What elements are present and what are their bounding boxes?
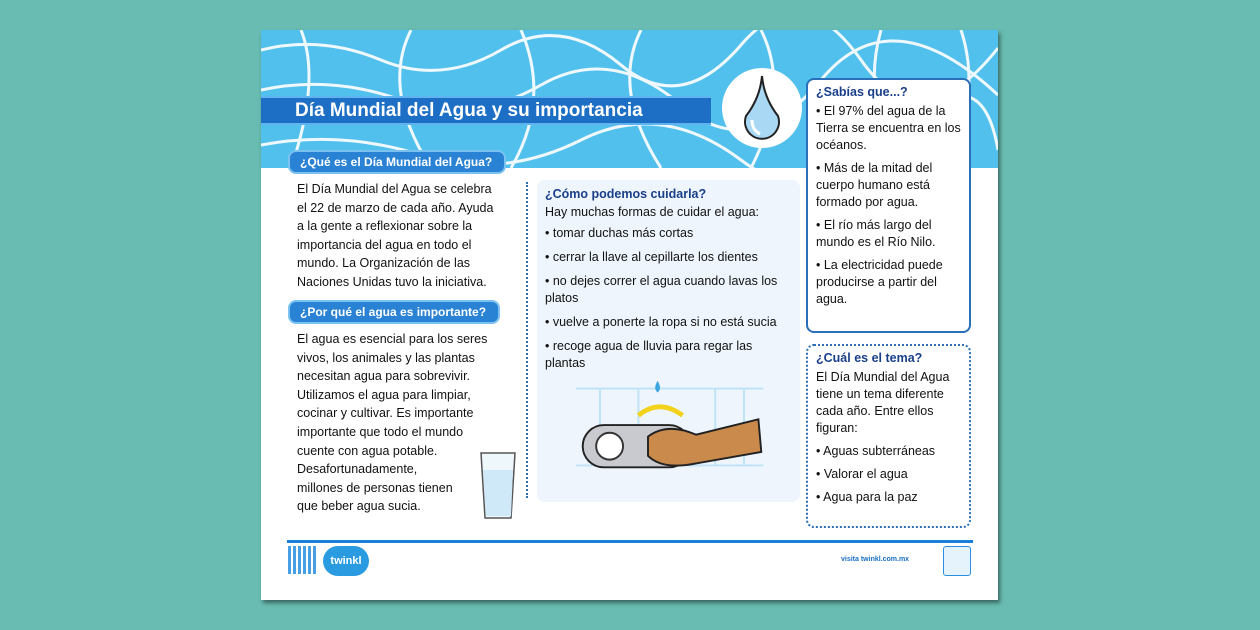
visit-link[interactable]: visita twinkl.com.mx [841,556,910,563]
care-list [545,225,792,372]
facts-box [806,78,971,333]
text-line: millones de personas tienen [297,480,453,495]
water-drop-icon [722,68,802,148]
care-intro: Hay muchas formas de cuidar el agua: [545,205,759,219]
section-why-text [297,330,487,516]
text-line: cuente con agua potable. [297,443,438,458]
theme-box [806,344,971,528]
care-panel [537,180,800,502]
text-line: cocinar y cultivar. Es importante [297,406,474,421]
text-line: vivos, los animales y las plantas [297,350,475,365]
theme-heading: ¿Cuál es el tema? [816,351,923,365]
list-item: • Aguas subterráneas [816,444,936,458]
text-line: el 22 de marzo de cada año. Ayuda [297,200,494,215]
list-item: • tomar duchas más cortas [545,226,694,240]
tap-hand-illustration [567,379,777,475]
list-item: • Más de la mitad del cuerpo humano está formado por agua. [816,161,933,209]
text-line: necesitan agua para sobrevivir. [297,369,471,384]
qr-code-icon[interactable] [288,546,316,574]
text-line: importancia del agua en todo el [297,237,472,252]
list-item: • cerrar la llave al cepillarte los dientes [545,250,758,264]
text-line: Desafortunadamente, [297,462,418,477]
text-line: Naciones Unidas tuvo la iniciativa. [297,274,487,289]
list-item: • no dejes correr el agua cuando lavas los platos [545,274,778,305]
text-line: El agua es esencial para los seres [297,332,488,346]
page-title: Día Mundial del Agua y su importancia [261,96,711,125]
poster [261,30,998,600]
section-heading-what: ¿Qué es el Día Mundial del Agua? [288,150,506,174]
list-item: • Valorar el agua [816,467,908,481]
text-line: a la gente a reflexionar sobre la [297,219,473,234]
text-line: importante que todo el mundo [297,424,464,439]
text-line: Utilizamos el agua para limpiar, [297,387,471,402]
text-line: que beber agua sucia. [297,499,421,514]
water-glass-icon [478,450,518,522]
list-item: • vuelve a ponerte la ropa si no está sucia [545,315,777,329]
list-item: • El 97% del agua de la Tierra se encuentra en los océanos. [816,104,961,152]
quality-badge-icon [943,546,971,576]
text-line: El Día Mundial del Agua se celebra [297,182,492,196]
section-what-text [297,180,493,292]
twinkl-logo[interactable]: twinkl [323,546,369,576]
list-item: • El río más largo del mundo es el Río Nilo. [816,218,936,249]
footer-divider [287,540,973,543]
list-item: • recoge agua de lluvia para regar las plantas [545,339,753,370]
text-line: mundo. La Organización de las [297,256,471,271]
list-item: • La electricidad puede producirse a partir del agua. [816,258,943,306]
care-heading: ¿Cómo podemos cuidarla? [545,187,707,201]
section-heading-why: ¿Por qué el agua es importante? [288,300,500,324]
theme-text: El Día Mundial del Agua tiene un tema diferente cada año. Entre ellos figuran: [816,370,950,435]
column-divider [526,182,528,498]
list-item: • Agua para la paz [816,490,918,504]
facts-heading: ¿Sabías que...? [816,85,908,99]
